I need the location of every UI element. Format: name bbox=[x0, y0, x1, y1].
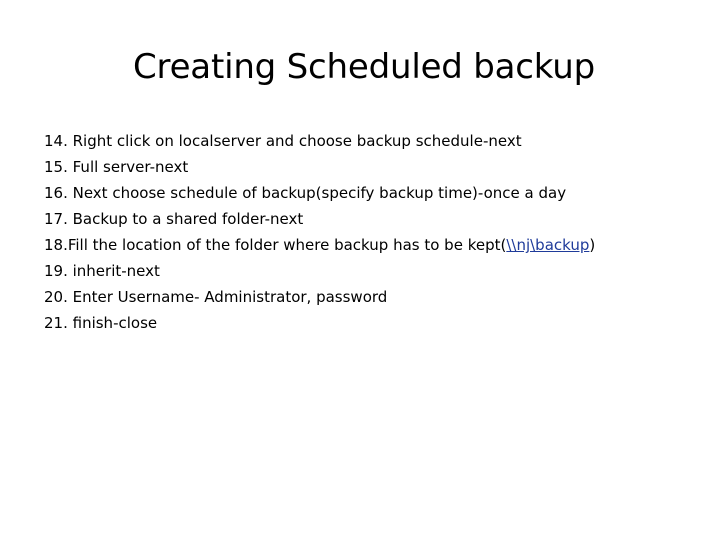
step-text-before-link: 18.Fill the location of the folder where backup has to be kept( bbox=[44, 236, 507, 254]
step-item: 19. inherit-next bbox=[44, 262, 160, 280]
step-item-with-link bbox=[44, 232, 704, 258]
step-item: 17. Backup to a shared folder-next bbox=[44, 210, 304, 228]
backup-path-link[interactable]: \\nj\backup bbox=[506, 236, 590, 254]
step-item: 21. finish-close bbox=[44, 314, 158, 332]
step-text-after-link: ) bbox=[589, 236, 596, 254]
step-item: 14. Right click on localserver and choose backup schedule-next bbox=[44, 132, 522, 150]
slide-title: Creating Scheduled backup bbox=[133, 47, 595, 87]
step-item: 20. Enter Username- Administrator, password bbox=[44, 288, 388, 306]
steps-list bbox=[44, 128, 704, 336]
step-item: 15. Full server-next bbox=[44, 158, 189, 176]
step-item: 16. Next choose schedule of backup(specify backup time)-once a day bbox=[44, 184, 567, 202]
